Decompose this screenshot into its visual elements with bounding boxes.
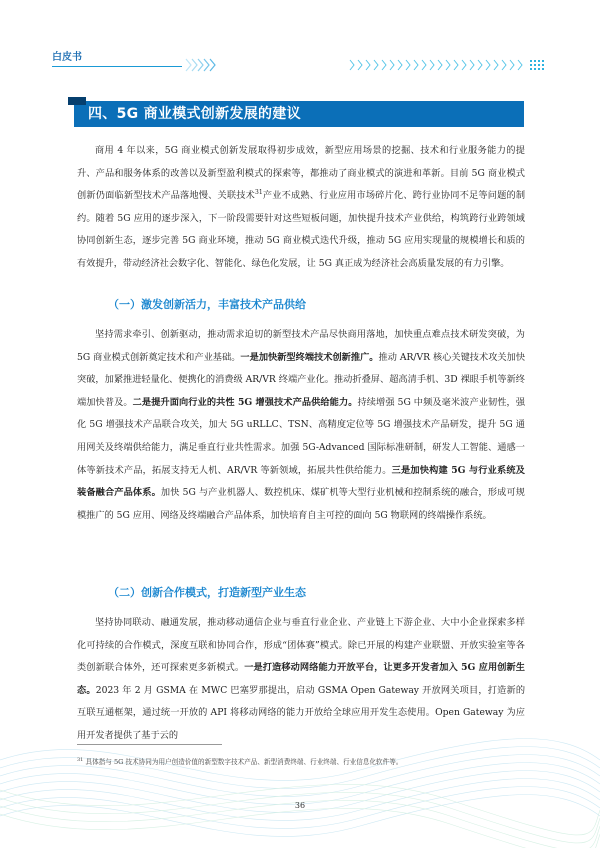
page-number: 36 [294, 801, 306, 810]
footnote-reference: 31 [255, 189, 263, 197]
subsection-2-paragraph: 坚持协同联动、融通发展，推动移动通信企业与垂直行业企业、产业链上下游企业、大中小企业探索多样化可持续的合作模式，深度互联和协同合作，形成“团体赛”模式。除已开展的构建产业联盟、开放实验室等各类创新联合体外，还可探索更多新模式。一是打造移动网络能力开放平台，让更多开发者加入 5G 应用创新生态。2023 年 2 月 GSMA 在 MWC 巴塞罗那提出，启动 GSMA Open Gateway 开放网关项目，打造新的互联互通框架，通过统一开放的 API 将移动网络的能力开放给全球应用开发生态使用。Open Gateway 为应用开发者提供了基于云的 [77, 617, 526, 741]
intro-paragraph: 商用 4 年以来，5G 商业模式创新发展取得初步成效，新型应用场景的挖掘、技术和行业服务能力的提升、产品和服务体系的改善以及新型盈利模式的探索等，都推动了商业模式的演进和革新。目前 5G 商业模式创新仍面临新型技术产品落地慢、关联技术$^{31}$产业不成熟、行业应用市场碎片化、跨行业协同不足等问题的制约。随着 5G 应用的逐步深入，下一阶段需要针对这些短板问题，加快提升技术产业供给，构筑跨行业跨领域协同创新生态，逐步完善 5G 商业环境，推动 5G 商业模式迭代升级，推动 5G 应用实现量的规模增长和质的有效提升，带动经济社会数字化、智能化、绿色化发展，让 5G 真正成为经济社会高质量发展的有力引擎。 [77, 145, 526, 269]
footnote: $^{31}$ 具体指与 5G 技术协同为用户创造价值的新型数字技术产品、新型消费终端、行业终端、行业信息化软件等。 [77, 756, 403, 766]
section-banner [74, 101, 524, 127]
subsection-1-paragraph: 坚持需求牵引、创新驱动，推动需求迫切的新型技术产品尽快商用落地，加快重点难点技术研发突破，为 5G 商业模式创新奠定技术和产业基础。一是加快新型终端技术创新推广。推动 AR/VR 核心关键技术攻关加快突破，加紧推进轻量化、便携化的消费级 AR/VR 终端产业化。推动折叠屏、超高清手机、3D 裸眼手机等新终端加快普及。二是提升面向行业的共性 5G 增强技术产品供给能力。持续增强 5G 中频及毫米波产业韧性，强化 5G 增强技术产品联合攻关，加大 5G uRLLC、TSN、高精度定位等 5G 增强技术产品研发，提升 5G 通用网关及终端供给能力，满足垂直行业共性需求。加强 5G-Advanced 国际标准研制，研发人工智能、通感一体等新技术产品，拓展支持无人机、AR/VR 等新领域，拓展共性供给能力。三是加快构建 5G 与行业系统及装备融合产品体系。加快 5G 与产业机器人、数控机床、煤矿机等大型行业机械和控制系统的融合，形成可规模推广的 5G 应用、网络及终端融合产品体系，加快培育自主可控的面向 5G 物联网的终端操作系统。 [77, 329, 526, 521]
footnote-rule [77, 744, 222, 745]
header-chevron-decoration [180, 56, 560, 72]
subsection-heading-1: （一）激发创新活力，丰富技术产品供给 [108, 298, 306, 311]
section-title: 四、5G 商业模式创新发展的建议 [88, 106, 301, 122]
banner-corner-accent [68, 97, 86, 105]
header-rule [52, 66, 182, 67]
subsection-heading-2: （二）创新合作模式，打造新型产业生态 [108, 586, 306, 599]
header-label: 白皮书 [52, 52, 82, 63]
